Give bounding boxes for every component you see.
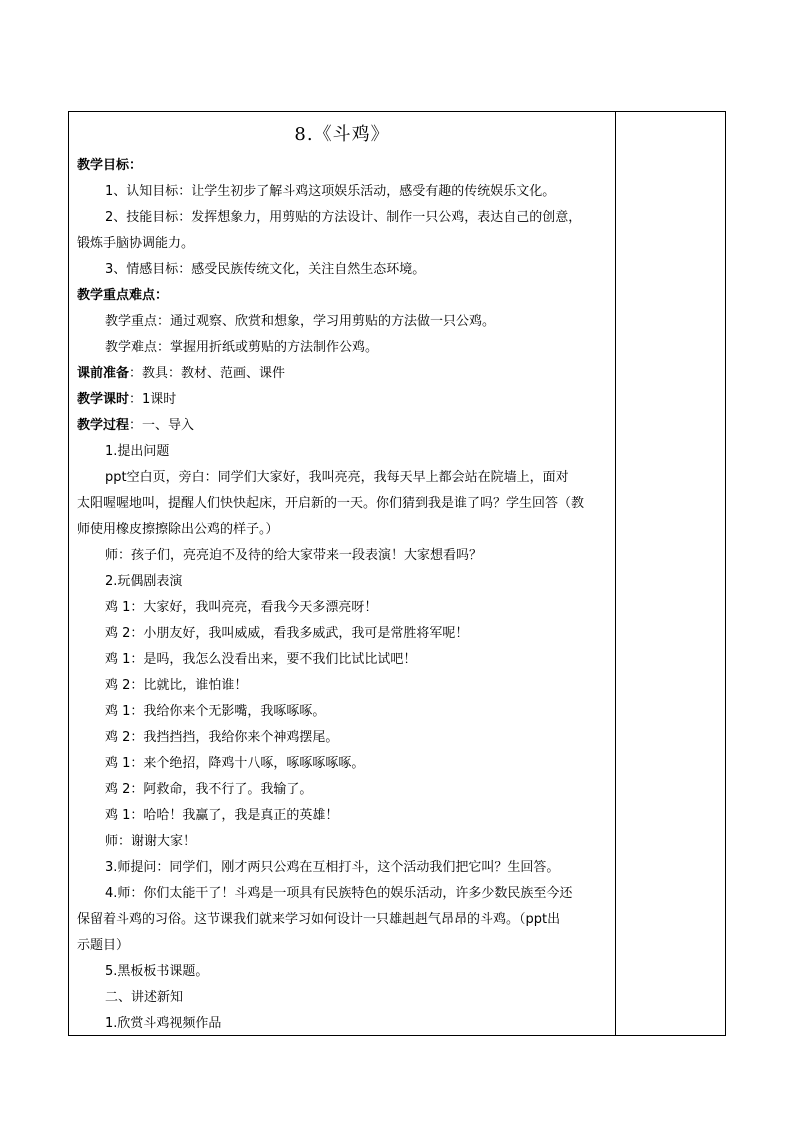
teacher-line-intro: 师：孩子们，亮亮迫不及待的给大家带来一段表演！大家想看吗？ <box>105 548 483 563</box>
process-narration-line3: 师使用橡皮擦擦除出公鸡的样子。） <box>77 522 279 537</box>
difficult-point: 教学难点：掌握用折纸或剪贴的方法制作公鸡。 <box>105 340 379 355</box>
dialogue-line: 鸡 1：来个绝招，降鸡十八啄，啄啄啄啄啄。 <box>105 756 365 771</box>
preparation <box>77 364 285 384</box>
process-text: ：一、导入 <box>129 418 195 433</box>
process-step-ask: 3.师提问：同学们，刚才两只公鸡在互相打斗，这个活动我们把它叫？生回答。 <box>105 860 560 875</box>
section-new-knowledge: 二、讲述新知 <box>105 990 184 1005</box>
goals-heading: 教学目标： <box>77 158 143 173</box>
process-step-question: 1.提出问题 <box>105 444 170 459</box>
goal-skill-line1: 2、技能目标：发挥想象力，用剪贴的方法设计、制作一只公鸡，表达自己的创意， <box>105 210 582 225</box>
process-step-intro-line2: 保留着斗鸡的习俗。这节课我们就来学习如何设计一只雄赳赳气昂昂的斗鸡。（ppt出 <box>77 912 561 927</box>
process-step-appreciate: 1.欣赏斗鸡视频作品 <box>105 1016 222 1031</box>
dialogue-line: 鸡 1：哈哈！我赢了，我是真正的英雄！ <box>105 808 339 823</box>
teaching-process <box>77 416 194 436</box>
hours-label: 教学课时 <box>77 392 130 407</box>
process-label: 教学过程 <box>77 418 130 433</box>
process-narration-line2: 太阳喔喔地叫，提醒人们快快起床，开启新的一天。你们猜到我是谁了吗？学生回答（教 <box>77 496 585 511</box>
notes-column <box>616 112 725 1035</box>
process-narration-line1: ppt空白页，旁白：同学们大家好，我叫亮亮，我每天早上都会站在院墙上，面对 <box>105 470 569 485</box>
process-step-board: 5.黑板板书课题。 <box>105 964 209 979</box>
goal-skill-line2: 锻炼手脑协调能力。 <box>77 236 195 251</box>
dialogue-line: 鸡 2：阿救命，我不行了。我输了。 <box>105 782 313 797</box>
prep-label: 课前准备 <box>77 366 130 381</box>
lesson-title: 8.《斗鸡》 <box>294 124 390 145</box>
lesson-content-cell <box>69 112 616 1035</box>
dialogue-line: 鸡 2：我挡挡挡，我给你来个神鸡摆尾。 <box>105 730 339 745</box>
process-step-intro-line3: 示题目） <box>77 938 130 953</box>
process-step-puppet: 2.玩偶剧表演 <box>105 574 183 589</box>
process-step-intro-line1: 4.师：你们太能干了！斗鸡是一项具有民族特色的娱乐活动，许多少数民族至今还 <box>105 886 573 901</box>
dialogue-line: 师：谢谢大家！ <box>105 834 197 849</box>
goal-cognitive: 1、认知目标：让学生初步了解斗鸡这项娱乐活动，感受有趣的传统娱乐文化。 <box>105 184 556 199</box>
dialogue-line: 鸡 2：比就比，谁怕谁！ <box>105 678 248 693</box>
goal-emotion: 3、情感目标：感受民族传统文化，关注自然生态环境。 <box>105 262 426 277</box>
key-point: 教学重点：通过观察、欣赏和想象，学习用剪贴的方法做一只公鸡。 <box>105 314 496 329</box>
hours-text: ：1课时 <box>129 392 177 407</box>
prep-text: ：教具：教材、范画、课件 <box>129 366 286 381</box>
dialogue-line: 鸡 1：是吗，我怎么没看出来，要不我们比试比试吧！ <box>105 652 417 667</box>
dialogue-line: 鸡 1：我给你来个无影嘴，我啄啄啄。 <box>105 704 326 719</box>
class-hours <box>77 390 176 410</box>
keypoints-heading: 教学重点难点： <box>77 288 169 303</box>
dialogue-line: 鸡 2：小朋友好，我叫威威，看我多威武，我可是常胜将军呢！ <box>105 626 469 641</box>
dialogue-line: 鸡 1：大家好，我叫亮亮，看我今天多漂亮呀！ <box>105 600 378 615</box>
lesson-plan-table <box>68 111 726 1036</box>
